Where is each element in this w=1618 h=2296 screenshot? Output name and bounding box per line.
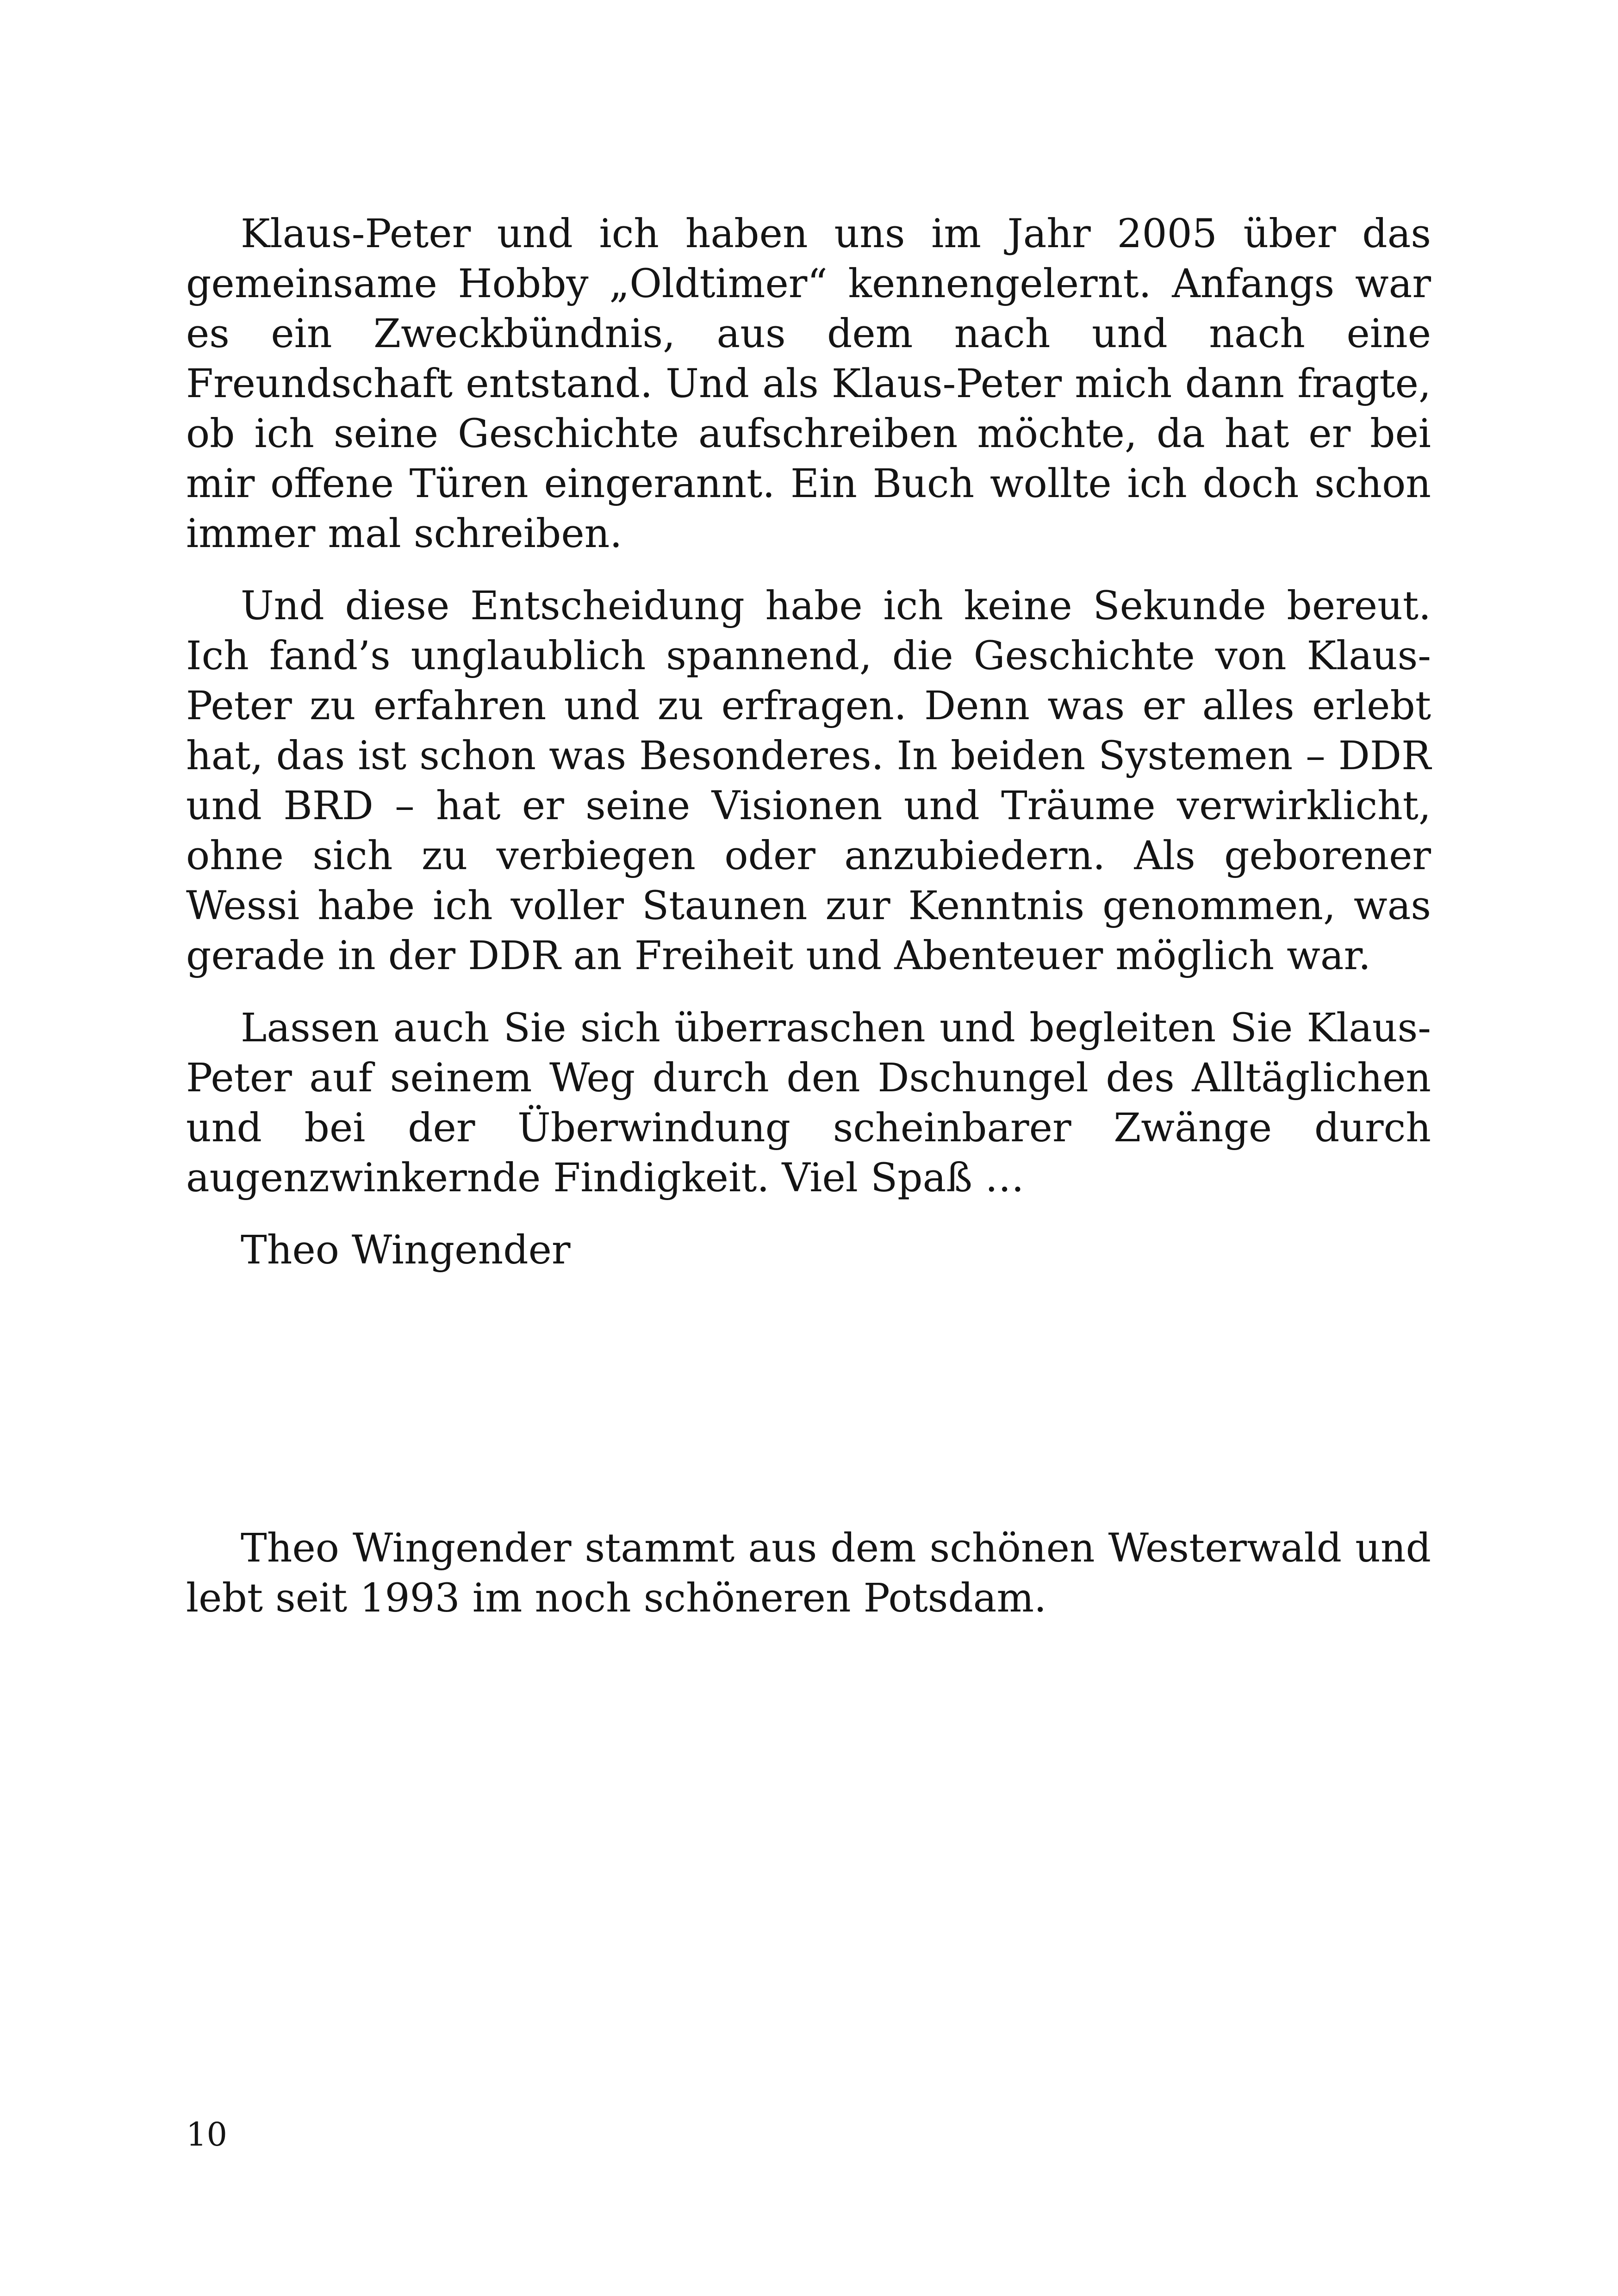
author-bio	[186, 1524, 1431, 1624]
bio-paragraph: Theo Wingender stammt aus dem schönen Westerwald und lebt seit 1993 im noch schöneren Potsdam.	[186, 1525, 1431, 1621]
paragraph-1: Klaus-Peter und ich haben uns im Jahr 2005 über das gemeinsame Hobby „Oldtimer“ kennengelernt. Anfangs war es ein Zweckbündnis, aus dem nach und nach eine Freundschaft entstand. Und als Klaus-Peter mich dann fragte, ob ich seine Geschichte aufschreiben möchte, da hat er bei mir offene Türen eingerannt. Ein Buch wollte ich doch schon immer mal schreiben.	[186, 211, 1431, 557]
page-number: 10	[186, 2116, 228, 2153]
paragraph-2: Und diese Entscheidung habe ich keine Sekunde bereut. Ich fand’s unglaublich spannend, die Geschichte von Klaus-Peter zu erfahren und zu erfragen. Denn was er alles erlebt hat, das ist schon was Besonderes. In beiden Systemen – DDR und BRD – hat er seine Visionen und Träume verwirklicht, ohne sich zu verbiegen oder anzubiedern. Als geborener Wessi habe ich voller Staunen zur Kenntnis genommen, was gerade in der DDR an Freiheit und Abenteuer möglich war.	[186, 583, 1431, 979]
author-signature: Theo Wingender	[241, 1227, 571, 1273]
paragraph-3: Lassen auch Sie sich überraschen und begleiten Sie Klaus-Peter auf seinem Weg durch den Dschungel des Alltäglichen und bei der Überwindung scheinbarer Zwänge durch augenzwinkernde Findigkeit. Viel Spaß …	[186, 1005, 1431, 1201]
foreword-text	[186, 209, 1431, 1276]
